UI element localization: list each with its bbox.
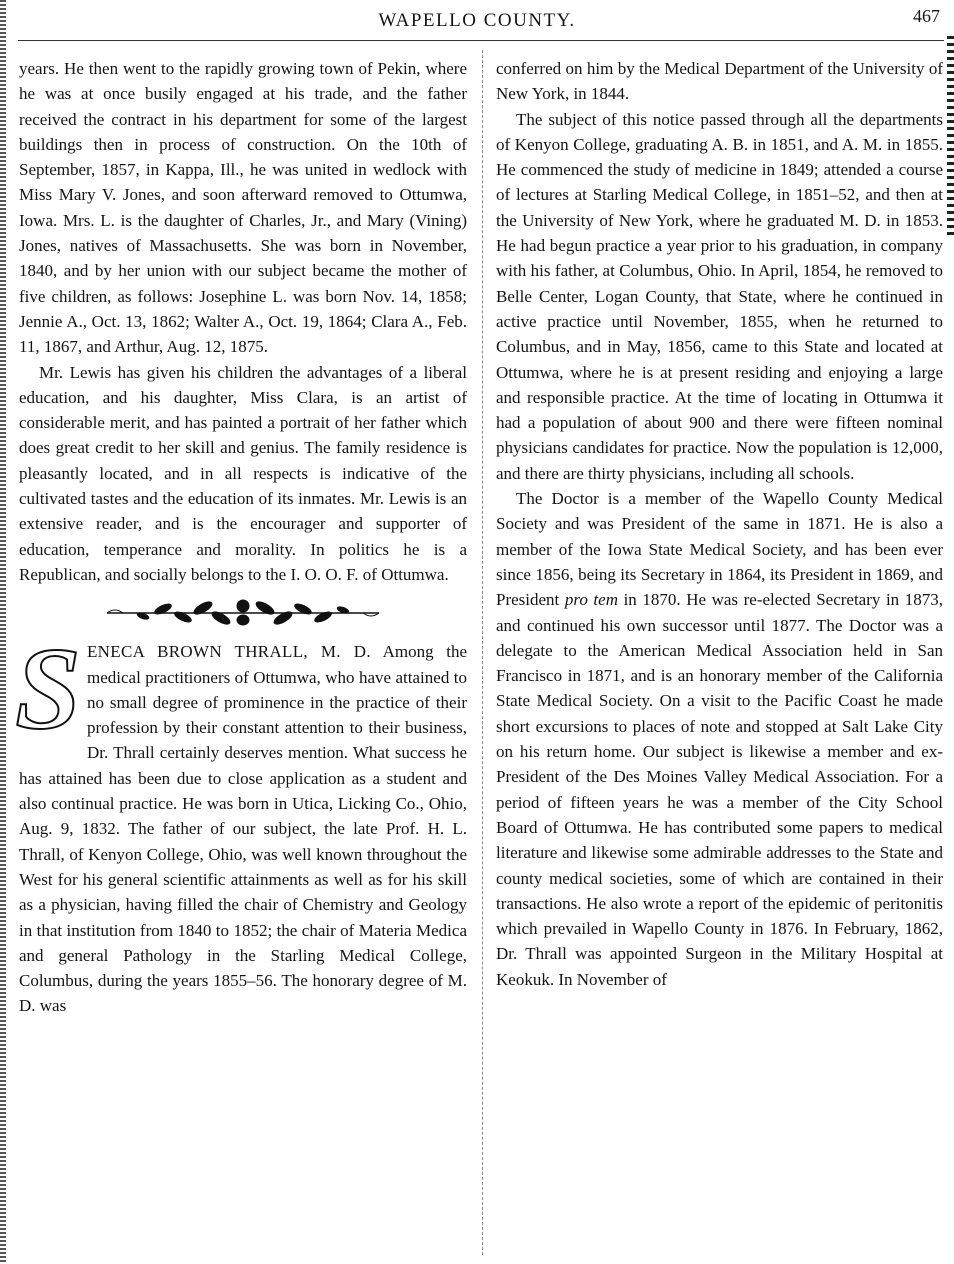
right-column bbox=[496, 56, 943, 992]
education-practice-paragraph: The subject of this notice passed through all the departments of Kenyon College, graduating A. B. in 1851, and A. M. in 1855. He commenced the study of medicine in 1849; attended a course of lectures at Starling Medical College, in 1851–52, and then at the University of New York, where he graduated M. D. in 1853. He had begun practice a year prior to his graduation, in company with his father, at Columbus, Ohio. In April, 1854, he removed to Belle Center, Logan County, that State, where he continued in active practice until November, 1855, when he returned to Columbus, and in May, 1856, came to this State and located at Ottumwa, where he is at present residing and enjoying a large and responsible practice. At the time of locating in Ottumwa it had a population of about 900 and there were fifteen nominal physicians candidates for practice. Now the population is 12,000, and there are thirty physicians, including all schools. bbox=[496, 109, 943, 483]
lewis-education-paragraph: Mr. Lewis has given his children the advantages of a liberal education, and his daughter, Miss Clara, is an artist of considerable merit, and has painted a portrait of her father which does great credit to her skill and genius. The family residence is pleasantly located, and in all respects is indicative of the cultivated tastes and the education of its inmates. Mr. Lewis is an extensive reader, and is the encourager and supporter of education, temperance and morality. In politics he is a Republican, and socially belongs to the I. O. O. F. of Ottumwa. bbox=[19, 362, 467, 584]
societies-text-end: in 1870. He was re-elected Secretary in 1873, and continued his own successor until 1877. The Doctor was a delegate to the American Medical Association held in San Francisco in 1871, and is an honorary member of the California State Medical Society. On a visit to the Pacific Coast he made short excursions to places of note and stopped at Salt Lake City on his return home. Our subject is likewise a member and ex-President of the Des Moines Valley Medical Association. For a period of fifteen years he was a member of the City School Board of Ottumwa. He has contributed some papers to medical literature and likewise some admirable addresses to the State and county medical societies, some of which are contained in their transactions. He also wrote a report of the epidemic of peritonitis which prevailed in Wapello County in 1876. In February, 1862, Dr. Thrall was appointed Surgeon in the Military Hospital at Keokuk. In November of bbox=[496, 590, 944, 989]
lewis-family-paragraph: years. He then went to the rapidly growing town of Pekin, where he was at once busily engaged at his trade, and the father received the contract in his department for some of the largest buildings then in process of construction. On the 10th of September, 1857, in Kappa, Ill., he was united in wedlock with Miss Mary V. Jones, and soon afterward removed to Ottumwa, Iowa. Mrs. L. is the daughter of Charles, Jr., and Mary (Vining) Jones, natives of Massachusetts. She was born in November, 1840, and by her union with our subject became the mother of five children, as follows: Josephine L. was born Nov. 14, 1858; Jennie A., Oct. 13, 1862; Walter A., Oct. 19, 1864; Clara A., Feb. 11, 1867, and Arthur, Aug. 12, 1875. bbox=[19, 59, 467, 357]
section-ornament bbox=[19, 587, 467, 639]
running-header-title: WAPELLO COUNTY. bbox=[378, 10, 576, 31]
thrall-bio-intro bbox=[15, 623, 467, 1018]
page-edge-marks bbox=[947, 36, 954, 236]
degree-continuation-paragraph: conferred on him by the Medical Department of the University of New York, in 1844. bbox=[496, 59, 943, 104]
column-divider bbox=[482, 50, 483, 1255]
drop-cap-letter: S bbox=[15, 623, 81, 755]
subject-name: ENECA BROWN THRALL, M. D. bbox=[87, 642, 371, 662]
societies-text-start: The Doctor is a member of the Wapello County Medical Society and was President of the same in 1871. He is also a member of the Iowa State Medical Society, and has been ever since 1856, being its Secretary in 1864, its President in 1869, and President bbox=[496, 489, 943, 610]
binding-edge bbox=[0, 0, 6, 1264]
page-number: 467 bbox=[913, 6, 940, 26]
vine-ornament-icon bbox=[103, 598, 383, 628]
left-column bbox=[15, 56, 467, 1019]
pro-tem-italic: pro tem bbox=[564, 590, 618, 610]
societies-paragraph bbox=[496, 486, 943, 992]
header-rule bbox=[18, 40, 944, 41]
thrall-bio-text: Among the medical practitioners of Ottumwa, who have attained to no small degree of prominence in the practice of their profession by their constant attention to their business, Dr. Thrall certainly deserves mention. What success he has attained has been due to close application as a student and also continual practice. He was born in Utica, Licking Co., Ohio, Aug. 9, 1832. The father of our subject, the late Prof. H. L. Thrall, of Kenyon College, Ohio, was well known throughout the West for his general scientific attainments as well as for his skill as a physician, having filled the chair of Chemistry and Geology in that institution from 1840 to 1852; the chair of Materia Medica and general Pathology in the Starling Medical College, Columbus, during the years 1855–56. The honorary degree of M. D. was bbox=[19, 642, 467, 1016]
